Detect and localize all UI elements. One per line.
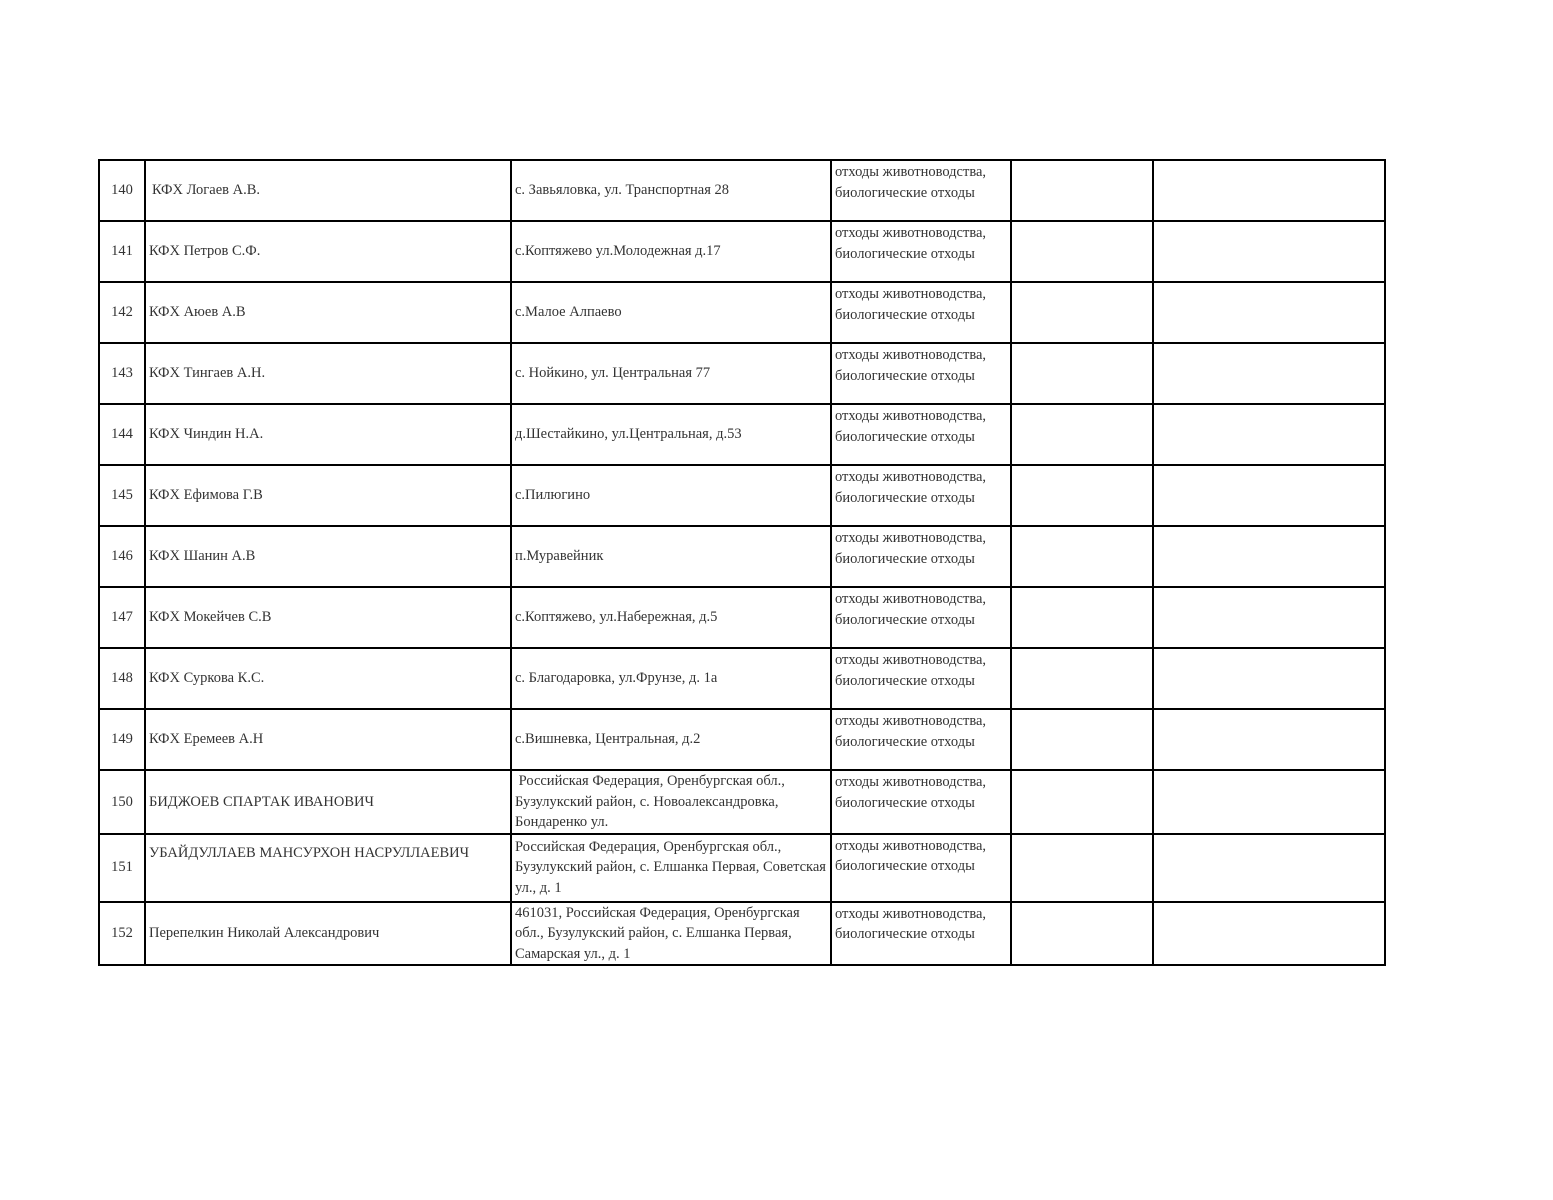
empty-cell — [1011, 770, 1153, 834]
table-row — [99, 282, 1385, 343]
row-number: 150 — [99, 770, 145, 834]
table-row — [99, 465, 1385, 526]
waste-type: отходы животноводства, биологические отходы — [831, 282, 1011, 343]
empty-cell — [1153, 343, 1385, 404]
entity-address: Российская Федерация, Оренбургская обл., Бузулукский район, с. Новоалександровка, Бондаренко ул. — [511, 770, 831, 834]
table-row — [99, 709, 1385, 770]
entity-name: КФХ Мокейчев С.В — [145, 587, 511, 648]
waste-type: отходы животноводства, биологические отходы — [831, 770, 1011, 834]
row-number: 142 — [99, 282, 145, 343]
row-number: 152 — [99, 902, 145, 966]
empty-cell — [1153, 648, 1385, 709]
empty-cell — [1011, 648, 1153, 709]
table-row — [99, 343, 1385, 404]
empty-cell — [1011, 160, 1153, 221]
waste-type: отходы животноводства, биологические отходы — [831, 465, 1011, 526]
row-number: 146 — [99, 526, 145, 587]
entity-name: КФХ Тингаев А.Н. — [145, 343, 511, 404]
registry-table — [98, 159, 1386, 966]
table-row — [99, 404, 1385, 465]
empty-cell — [1153, 834, 1385, 902]
row-number: 149 — [99, 709, 145, 770]
empty-cell — [1011, 834, 1153, 902]
entity-name: КФХ Логаев А.В. — [145, 160, 511, 221]
waste-type: отходы животноводства, биологические отходы — [831, 404, 1011, 465]
entity-name: УБАЙДУЛЛАЕВ МАНСУРХОН НАСРУЛЛАЕВИЧ — [145, 834, 511, 902]
entity-address: с.Вишневка, Центральная, д.2 — [511, 709, 831, 770]
row-number: 141 — [99, 221, 145, 282]
empty-cell — [1011, 709, 1153, 770]
entity-address: 461031, Российская Федерация, Оренбургская обл., Бузулукский район, с. Елшанка Первая, Самарская ул., д. 1 — [511, 902, 831, 966]
table-row — [99, 160, 1385, 221]
table-row — [99, 770, 1385, 834]
empty-cell — [1011, 526, 1153, 587]
row-number: 145 — [99, 465, 145, 526]
empty-cell — [1153, 587, 1385, 648]
empty-cell — [1153, 282, 1385, 343]
empty-cell — [1153, 526, 1385, 587]
empty-cell — [1153, 709, 1385, 770]
waste-type: отходы животноводства, биологические отходы — [831, 221, 1011, 282]
entity-name: КФХ Суркова К.С. — [145, 648, 511, 709]
waste-type: отходы животноводства, биологические отходы — [831, 587, 1011, 648]
empty-cell — [1011, 404, 1153, 465]
entity-name: КФХ Петров С.Ф. — [145, 221, 511, 282]
empty-cell — [1153, 465, 1385, 526]
table-row — [99, 648, 1385, 709]
row-number: 143 — [99, 343, 145, 404]
entity-address: с.Коптяжево, ул.Набережная, д.5 — [511, 587, 831, 648]
waste-type: отходы животноводства, биологические отходы — [831, 526, 1011, 587]
entity-name: БИДЖОЕВ СПАРТАК ИВАНОВИЧ — [145, 770, 511, 834]
table-row — [99, 526, 1385, 587]
entity-name: КФХ Чиндин Н.А. — [145, 404, 511, 465]
waste-type: отходы животноводства, биологические отходы — [831, 648, 1011, 709]
entity-name: Перепелкин Николай Александрович — [145, 902, 511, 966]
entity-address: с.Пилюгино — [511, 465, 831, 526]
entity-address: с. Благодаровка, ул.Фрунзе, д. 1а — [511, 648, 831, 709]
empty-cell — [1011, 221, 1153, 282]
waste-type: отходы животноводства, биологические отходы — [831, 343, 1011, 404]
entity-address: с.Коптяжево ул.Молодежная д.17 — [511, 221, 831, 282]
row-number: 140 — [99, 160, 145, 221]
waste-type: отходы животноводства, биологические отходы — [831, 834, 1011, 902]
empty-cell — [1011, 902, 1153, 966]
table-row — [99, 221, 1385, 282]
empty-cell — [1153, 770, 1385, 834]
entity-name: КФХ Ефимова Г.В — [145, 465, 511, 526]
entity-address: с. Нойкино, ул. Центральная 77 — [511, 343, 831, 404]
entity-address: с. Завьяловка, ул. Транспортная 28 — [511, 160, 831, 221]
empty-cell — [1011, 282, 1153, 343]
row-number: 144 — [99, 404, 145, 465]
entity-name: КФХ Шанин А.В — [145, 526, 511, 587]
waste-type: отходы животноводства, биологические отходы — [831, 160, 1011, 221]
empty-cell — [1011, 587, 1153, 648]
table-row — [99, 587, 1385, 648]
entity-address: д.Шестайкино, ул.Центральная, д.53 — [511, 404, 831, 465]
entity-name: КФХ Аюев А.В — [145, 282, 511, 343]
table-row — [99, 902, 1385, 966]
entity-address: п.Муравейник — [511, 526, 831, 587]
waste-type: отходы животноводства, биологические отходы — [831, 902, 1011, 966]
empty-cell — [1153, 404, 1385, 465]
empty-cell — [1153, 221, 1385, 282]
row-number: 151 — [99, 834, 145, 902]
empty-cell — [1011, 465, 1153, 526]
table-row — [99, 834, 1385, 902]
entity-address: с.Малое Алпаево — [511, 282, 831, 343]
empty-cell — [1153, 160, 1385, 221]
empty-cell — [1153, 902, 1385, 966]
empty-cell — [1011, 343, 1153, 404]
row-number: 147 — [99, 587, 145, 648]
entity-address: Российская Федерация, Оренбургская обл., Бузулукский район, с. Елшанка Первая, Советская ул., д. 1 — [511, 834, 831, 902]
waste-type: отходы животноводства, биологические отходы — [831, 709, 1011, 770]
row-number: 148 — [99, 648, 145, 709]
entity-name: КФХ Еремеев А.Н — [145, 709, 511, 770]
